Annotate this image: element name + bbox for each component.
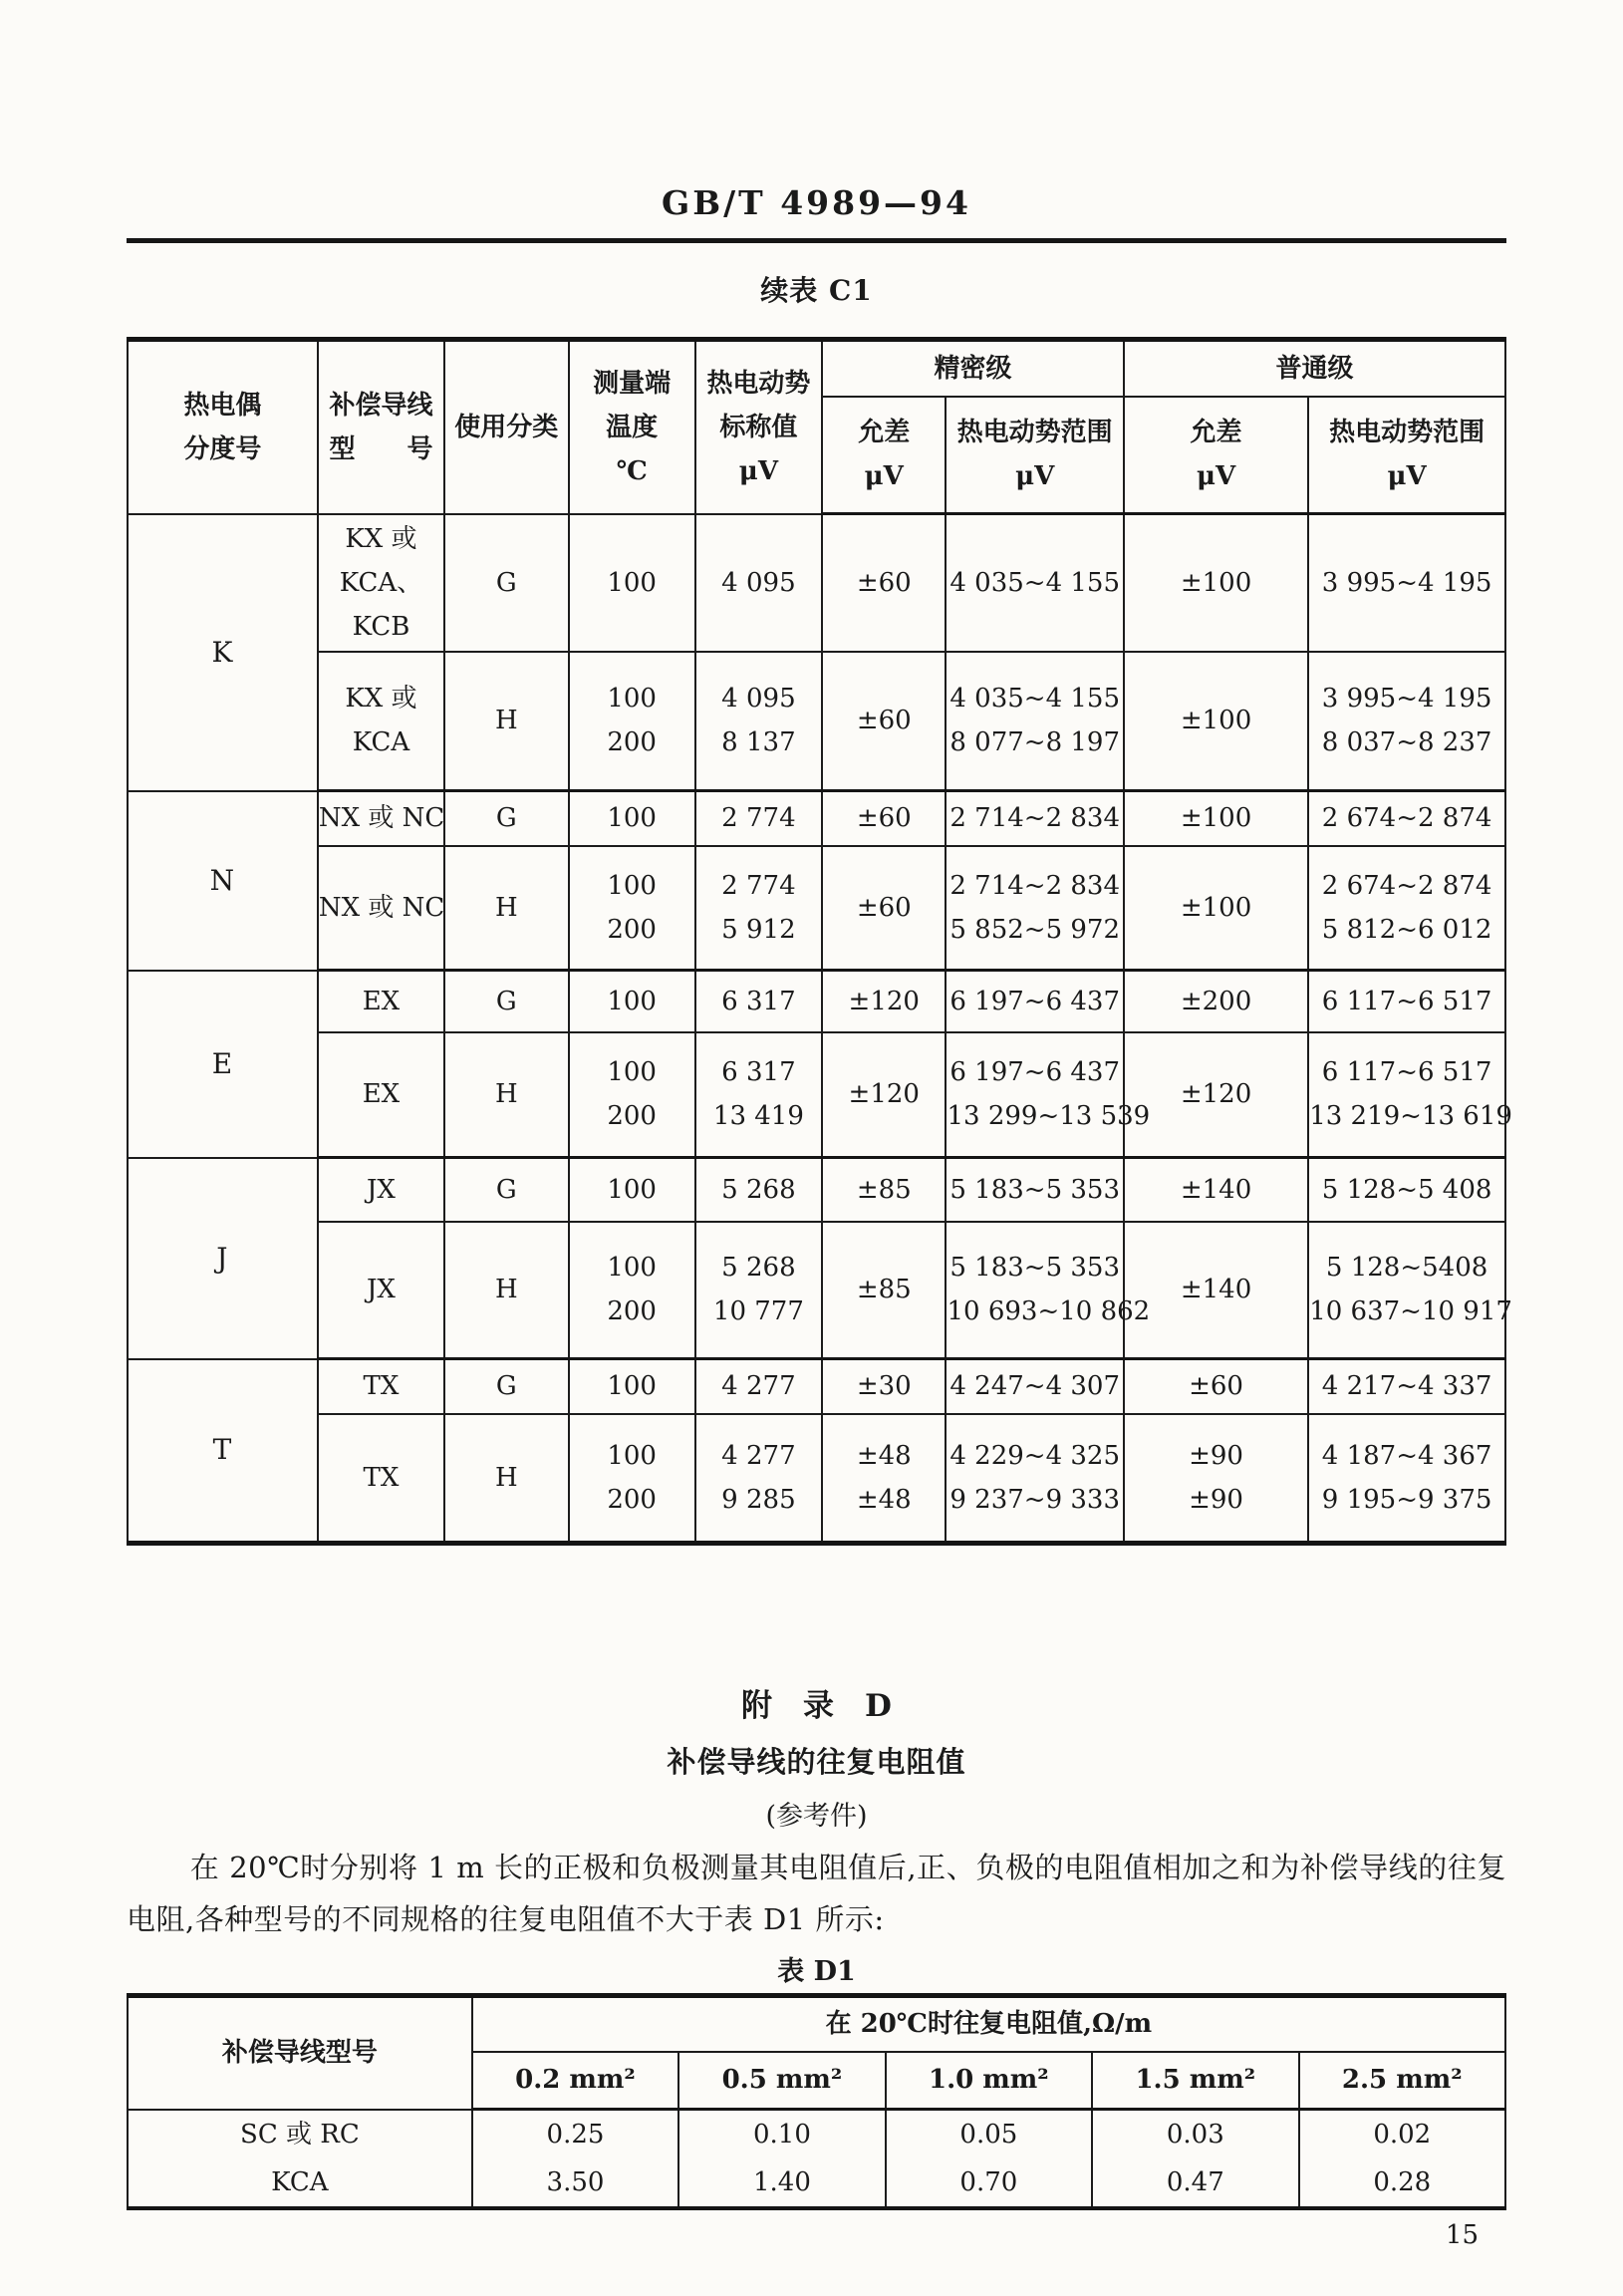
appendix-d-title: 附 录 D: [741, 1688, 892, 1724]
cell-line: EX: [362, 986, 401, 1016]
cell-line: 13 419: [712, 1101, 804, 1132]
c1-header-prec-range: [946, 397, 1123, 514]
cell-line: ±60: [856, 803, 912, 834]
cell-line: ±90: [1189, 1484, 1243, 1515]
c1-cell-prec-tolerance: [822, 846, 946, 971]
d1-header-size-1.5: [1092, 2052, 1298, 2110]
header-line: 2.5 mm²: [1341, 2065, 1463, 2096]
cell-line: 1.40: [752, 2167, 811, 2197]
c1-row-K-G: [128, 514, 1505, 652]
c1-cell-ord-range: [1308, 846, 1505, 971]
c1-cell-prec-tolerance: [822, 1158, 946, 1222]
cell-line: 8 137: [721, 727, 796, 758]
d1-header-size-0.2: [472, 2052, 678, 2110]
c1-group-code: [128, 1158, 318, 1359]
c1-cell-temp: [569, 846, 695, 971]
cell-line: 100: [607, 870, 657, 901]
c1-cell-ord-range: [1308, 1222, 1512, 1359]
cell-line: 100: [607, 1371, 657, 1402]
cell-line: 100: [607, 803, 657, 834]
cell-line: 100: [607, 1253, 657, 1284]
cell-line: 2 674~2 874: [1321, 803, 1492, 834]
d1-cell-model: [128, 2158, 472, 2208]
c1-cell-prec-tolerance: [822, 514, 946, 652]
header-line: 0.5 mm²: [721, 2065, 843, 2096]
appendix-d-paragraph: 在 20℃时分别将 1 m 长的正极和负极测量其电阻值后,正、负极的电阻值相加之和为补偿导线的往复电阻,各种型号的不同规格的往复电阻值不大于表 D1 所示:: [127, 1851, 1506, 1936]
cell-line: 6 317: [721, 986, 796, 1016]
cell-line: ±85: [856, 1174, 912, 1205]
d1-row: [128, 2158, 1505, 2208]
cell-line: 100: [607, 684, 657, 715]
header-line: μV: [738, 455, 778, 486]
c1-cell-prec-tolerance: [822, 652, 946, 791]
cell-line: N: [209, 863, 236, 897]
d1-cell-value: [472, 2158, 678, 2208]
c1-cell-ord-range: [1308, 1158, 1505, 1222]
c1-cell-prec-tolerance: [822, 1414, 946, 1544]
cell-line: 6 117~6 517: [1321, 1057, 1492, 1088]
cell-line: ±100: [1180, 803, 1252, 834]
c1-cell-ord-range: [1308, 514, 1505, 652]
cell-line: 4 277: [721, 1440, 796, 1471]
header-line: 1.0 mm²: [929, 2065, 1049, 2096]
cell-line: 13 299~13 539: [947, 1101, 1151, 1132]
header-line: 0.2 mm²: [515, 2065, 636, 2096]
c1-cell-emf: [695, 971, 822, 1032]
header-line: 在 20℃时往复电阻值,Ω/m: [825, 2009, 1153, 2040]
c1-header-prec-tolerance: [822, 397, 946, 514]
header-line: 测量端: [593, 368, 672, 399]
header-line: 标称值: [719, 412, 798, 442]
c1-cell-ord-tolerance: [1124, 1414, 1308, 1544]
continued-table-c1: [127, 337, 1512, 1546]
c1-cell-prec-tolerance: [822, 1222, 946, 1359]
c1-cell-prec-range: [946, 1414, 1123, 1544]
cell-line: 200: [607, 1484, 657, 1515]
c1-cell-temp: [569, 1222, 695, 1359]
cell-line: 4 095: [721, 684, 796, 715]
doc-code: GB/T 4989—94: [662, 183, 971, 222]
cell-line: ±60: [1189, 1371, 1243, 1402]
cell-line: ±60: [856, 567, 912, 598]
cell-line: 10 637~10 917: [1309, 1296, 1512, 1327]
c1-header-thermocouple: [128, 340, 318, 514]
c1-cell-ord-tolerance: [1124, 1359, 1308, 1414]
header-line: 允差: [1190, 418, 1242, 448]
c1-cell-emf: [695, 846, 822, 971]
header-line: μV: [864, 461, 904, 492]
d1-header-size-0.5: [678, 2052, 885, 2110]
cell-line: 6 197~6 437: [949, 1057, 1121, 1088]
c1-header-emf: [695, 340, 822, 514]
appendix-d-note: (参考件): [765, 1801, 868, 1832]
c1-cell-emf: [695, 1032, 822, 1158]
c1-cell-ord-tolerance: [1124, 514, 1308, 652]
cell-line: 2 674~2 874: [1321, 870, 1492, 901]
cell-line: 6 197~6 437: [949, 986, 1121, 1016]
c1-cell-prec-range: [946, 791, 1123, 846]
cell-line: 4 187~4 367: [1321, 1440, 1492, 1471]
d1-cell-value: [678, 2158, 885, 2208]
c1-cell-usage: [444, 1222, 568, 1359]
header-line: 普通级: [1275, 353, 1354, 384]
d1-header-size-2.5: [1299, 2052, 1505, 2110]
cell-line: 5 812~6 012: [1321, 914, 1492, 945]
c1-cell-prec-range: [946, 1032, 1151, 1158]
c1-cell-emf: [695, 652, 822, 791]
c1-cell-prec-range: [946, 846, 1123, 971]
header-line: 型 号: [329, 433, 433, 464]
header-line: 热电动势: [706, 368, 811, 399]
c1-cell-model: [318, 1222, 444, 1359]
cell-line: 4 035~4 155: [949, 684, 1121, 715]
header-line: 热电动势范围: [956, 418, 1113, 448]
header-line: 使用分类: [454, 412, 559, 442]
header-line: 热电偶: [183, 390, 262, 421]
c1-cell-usage: [444, 652, 568, 791]
cell-line: 0.05: [959, 2120, 1018, 2150]
cell-line: G: [495, 567, 517, 598]
c1-row-T-G: [128, 1359, 1505, 1414]
c1-header-precision-grade: [822, 340, 1124, 397]
cell-line: 6 317: [721, 1057, 796, 1088]
d1-cell-value: [472, 2110, 678, 2159]
cell-line: 3 995~4 195: [1321, 567, 1492, 598]
c1-cell-prec-tolerance: [822, 1359, 946, 1414]
c1-cell-ord-range: [1308, 652, 1505, 791]
cell-line: T: [212, 1433, 233, 1467]
c1-cell-emf: [695, 1359, 822, 1414]
c1-row-J-G: [128, 1158, 1505, 1222]
cell-line: 4 247~4 307: [949, 1371, 1121, 1402]
cell-line: SC 或 RC: [240, 2119, 360, 2150]
c1-cell-model: [318, 1032, 444, 1158]
cell-line: JX: [366, 1275, 396, 1305]
cell-line: J: [216, 1241, 229, 1275]
d1-cell-model: [128, 2110, 472, 2159]
cell-line: 4 277: [721, 1371, 796, 1402]
cell-line: H: [494, 706, 518, 736]
c1-cell-temp: [569, 791, 695, 846]
cell-line: 100: [607, 1057, 657, 1088]
c1-cell-model: [318, 1158, 444, 1222]
cell-line: 5 268: [721, 1253, 796, 1284]
c1-cell-usage: [444, 846, 568, 971]
cell-line: 3.50: [546, 2167, 605, 2197]
c1-header-ordinary-grade: [1124, 340, 1505, 397]
cell-line: 8 077~8 197: [949, 727, 1121, 758]
d1-header-resistance: [472, 1996, 1505, 2052]
cell-line: ±90: [1189, 1440, 1243, 1471]
cell-line: 3 995~4 195: [1321, 684, 1492, 715]
c1-cell-temp: [569, 1359, 695, 1414]
c1-cell-temp: [569, 1158, 695, 1222]
cell-line: 2 774: [721, 803, 796, 834]
cell-line: 100: [607, 567, 657, 598]
cell-line: 4 229~4 325: [949, 1440, 1121, 1471]
cell-line: ±48: [856, 1440, 912, 1471]
cell-line: H: [494, 1462, 518, 1493]
cell-line: 2 714~2 834: [949, 870, 1121, 901]
cell-line: 5 852~5 972: [949, 914, 1121, 945]
c1-cell-prec-range: [946, 971, 1123, 1032]
c1-cell-temp: [569, 652, 695, 791]
table-d1-caption: 表 D1: [777, 1956, 856, 1987]
c1-cell-ord-tolerance: [1124, 1222, 1308, 1359]
cell-line: TX: [363, 1371, 400, 1402]
header-line: 分度号: [183, 433, 262, 464]
c1-cell-emf: [695, 791, 822, 846]
c1-header-usage: [444, 340, 568, 514]
cell-line: 0.47: [1166, 2167, 1224, 2197]
c1-header-wire-model: [318, 340, 444, 514]
cell-line: 100: [607, 1440, 657, 1471]
c1-cell-usage: [444, 971, 568, 1032]
cell-line: G: [495, 803, 517, 834]
c1-header-temp: [569, 340, 695, 514]
cell-line: TX: [363, 1462, 400, 1493]
c1-cell-ord-tolerance: [1124, 1158, 1308, 1222]
cell-line: 5 183~5 353: [949, 1253, 1121, 1284]
header-line: μV: [1387, 461, 1427, 492]
cell-line: KX 或: [345, 684, 417, 715]
c1-cell-prec-tolerance: [822, 971, 946, 1032]
cell-line: 200: [607, 1101, 657, 1132]
cell-line: JX: [366, 1174, 396, 1205]
cell-line: 8 037~8 237: [1321, 727, 1492, 758]
c1-row-K-H: [128, 652, 1505, 791]
header-line: 补偿导线: [329, 390, 433, 421]
cell-line: 5 268: [721, 1174, 796, 1205]
cell-line: G: [495, 1174, 517, 1205]
c1-cell-prec-range: [946, 1158, 1123, 1222]
cell-line: 0.10: [752, 2120, 811, 2150]
header-rule: [127, 238, 1506, 243]
d1-cell-value: [1299, 2158, 1505, 2208]
header-line: 温度: [606, 412, 659, 442]
cell-line: 100: [607, 986, 657, 1016]
c1-cell-prec-range: [946, 1222, 1151, 1359]
cell-line: 5 183~5 353: [949, 1174, 1121, 1205]
c1-row-N-H: [128, 846, 1505, 971]
cell-line: 9 195~9 375: [1321, 1484, 1492, 1515]
cell-line: 0.28: [1373, 2167, 1432, 2197]
cell-line: 0.03: [1166, 2120, 1224, 2150]
cell-line: NX 或 NC: [318, 892, 445, 923]
c1-cell-emf: [695, 1158, 822, 1222]
c1-row-E-G: [128, 971, 1505, 1032]
table-c1-caption: 续表 C1: [760, 274, 873, 307]
cell-line: 200: [607, 727, 657, 758]
cell-line: 200: [607, 1296, 657, 1327]
cell-line: 5 128~5408: [1325, 1253, 1488, 1284]
c1-cell-ord-tolerance: [1124, 1032, 1308, 1158]
cell-line: 100: [607, 1174, 657, 1205]
cell-line: 0.70: [959, 2167, 1018, 2197]
c1-cell-prec-tolerance: [822, 1032, 946, 1158]
c1-cell-ord-range: [1308, 1414, 1505, 1544]
cell-line: ±140: [1180, 1275, 1252, 1305]
d1-cell-value: [886, 2110, 1092, 2159]
c1-cell-model: [318, 846, 444, 971]
cell-line: ±60: [856, 892, 912, 923]
cell-line: ±60: [856, 706, 912, 736]
c1-cell-temp: [569, 971, 695, 1032]
cell-line: KCA、: [339, 567, 423, 598]
header-line: μV: [1196, 461, 1236, 492]
cell-line: KCA: [271, 2167, 329, 2197]
c1-cell-emf: [695, 1222, 822, 1359]
cell-line: H: [494, 1275, 518, 1305]
c1-cell-emf: [695, 514, 822, 652]
c1-header-ord-range: [1308, 397, 1505, 514]
cell-line: KCA: [352, 727, 410, 758]
cell-line: 10 777: [712, 1296, 804, 1327]
table-d1-container: [127, 1993, 1506, 2210]
cell-line: KCB: [352, 611, 410, 642]
c1-group-code: [128, 514, 318, 791]
cell-line: ±85: [856, 1275, 912, 1305]
appendix-d-subtitle: 补偿导线的往复电阻值: [667, 1745, 966, 1779]
c1-cell-ord-range: [1308, 791, 1505, 846]
d1-cell-value: [1299, 2110, 1505, 2159]
c1-cell-temp: [569, 1032, 695, 1158]
c1-cell-prec-tolerance: [822, 791, 946, 846]
d1-header-size-1.0: [886, 2052, 1092, 2110]
cell-line: EX: [362, 1079, 401, 1110]
c1-cell-ord-tolerance: [1124, 791, 1308, 846]
c1-cell-usage: [444, 1359, 568, 1414]
header-line: 热电动势范围: [1329, 418, 1486, 448]
header-line: 允差: [858, 418, 911, 448]
cell-line: K: [211, 635, 234, 669]
c1-header-ord-tolerance: [1124, 397, 1308, 514]
cell-line: ±100: [1180, 567, 1252, 598]
cell-line: 200: [607, 914, 657, 945]
cell-line: ±120: [848, 1079, 920, 1110]
cell-line: G: [495, 986, 517, 1016]
c1-group-code: [128, 971, 318, 1158]
c1-cell-temp: [569, 1414, 695, 1544]
c1-cell-model: [318, 514, 444, 652]
c1-cell-ord-tolerance: [1124, 652, 1308, 791]
c1-cell-ord-range: [1308, 1032, 1512, 1158]
header-line: μV: [1015, 461, 1055, 492]
cell-line: ±30: [856, 1371, 912, 1402]
c1-cell-prec-range: [946, 652, 1123, 791]
d1-cell-value: [678, 2110, 885, 2159]
c1-group-code: [128, 1359, 318, 1544]
cell-line: 4 035~4 155: [949, 567, 1121, 598]
cell-line: 4 217~4 337: [1321, 1371, 1492, 1402]
page-number: 15: [1445, 2220, 1479, 2250]
cell-line: 4 095: [721, 567, 796, 598]
cell-line: ±100: [1180, 892, 1252, 923]
cell-line: ±120: [1180, 1079, 1252, 1110]
cell-line: 2 714~2 834: [949, 803, 1121, 834]
c1-cell-prec-range: [946, 514, 1123, 652]
header-line: 精密级: [934, 353, 1012, 384]
cell-line: 9 237~9 333: [949, 1484, 1121, 1515]
cell-line: E: [211, 1046, 234, 1080]
c1-group-code: [128, 791, 318, 971]
cell-line: ±140: [1180, 1174, 1252, 1205]
cell-line: G: [495, 1371, 517, 1402]
c1-cell-model: [318, 652, 444, 791]
d1-cell-value: [1092, 2158, 1298, 2208]
cell-line: 6 117~6 517: [1321, 986, 1492, 1016]
c1-cell-model: [318, 1414, 444, 1544]
c1-row-T-H: [128, 1414, 1505, 1544]
cell-line: 13 219~13 619: [1309, 1101, 1512, 1132]
cell-line: ±48: [856, 1484, 912, 1515]
cell-line: H: [494, 892, 518, 923]
c1-cell-ord-range: [1308, 971, 1505, 1032]
c1-cell-model: [318, 1359, 444, 1414]
cell-line: ±100: [1180, 706, 1252, 736]
cell-line: ±200: [1180, 986, 1252, 1016]
cell-line: 9 285: [721, 1484, 796, 1515]
c1-cell-model: [318, 791, 444, 846]
cell-line: 5 128~5 408: [1321, 1174, 1492, 1205]
cell-line: KX 或: [345, 523, 417, 554]
c1-cell-temp: [569, 514, 695, 652]
header-line: 1.5 mm²: [1135, 2065, 1256, 2096]
c1-cell-usage: [444, 1158, 568, 1222]
cell-line: 5 912: [721, 914, 796, 945]
c1-cell-emf: [695, 1414, 822, 1544]
c1-cell-ord-tolerance: [1124, 971, 1308, 1032]
c1-cell-model: [318, 971, 444, 1032]
c1-cell-prec-range: [946, 1359, 1123, 1414]
d1-cell-value: [886, 2158, 1092, 2208]
c1-cell-usage: [444, 514, 568, 652]
cell-line: ±120: [848, 986, 920, 1016]
table-c1-container: [127, 337, 1512, 1546]
cell-line: 0.02: [1373, 2120, 1432, 2150]
header-line: 补偿导线型号: [221, 2038, 378, 2069]
c1-row-N-G: [128, 791, 1505, 846]
c1-row-E-H: [128, 1032, 1505, 1158]
cell-line: H: [494, 1079, 518, 1110]
cell-line: NX 或 NC: [318, 803, 445, 834]
d1-cell-value: [1092, 2110, 1298, 2159]
d1-row: [128, 2110, 1505, 2159]
table-d1: [127, 1993, 1506, 2210]
cell-line: 2 774: [721, 870, 796, 901]
c1-cell-usage: [444, 791, 568, 846]
c1-cell-usage: [444, 1032, 568, 1158]
cell-line: 10 693~10 862: [947, 1296, 1151, 1327]
c1-cell-ord-range: [1308, 1359, 1505, 1414]
c1-cell-ord-tolerance: [1124, 846, 1308, 971]
cell-line: 0.25: [546, 2120, 605, 2150]
c1-cell-usage: [444, 1414, 568, 1544]
c1-row-J-H: [128, 1222, 1505, 1359]
d1-header-wire-model: [128, 1996, 472, 2110]
header-line: ℃: [616, 455, 648, 486]
